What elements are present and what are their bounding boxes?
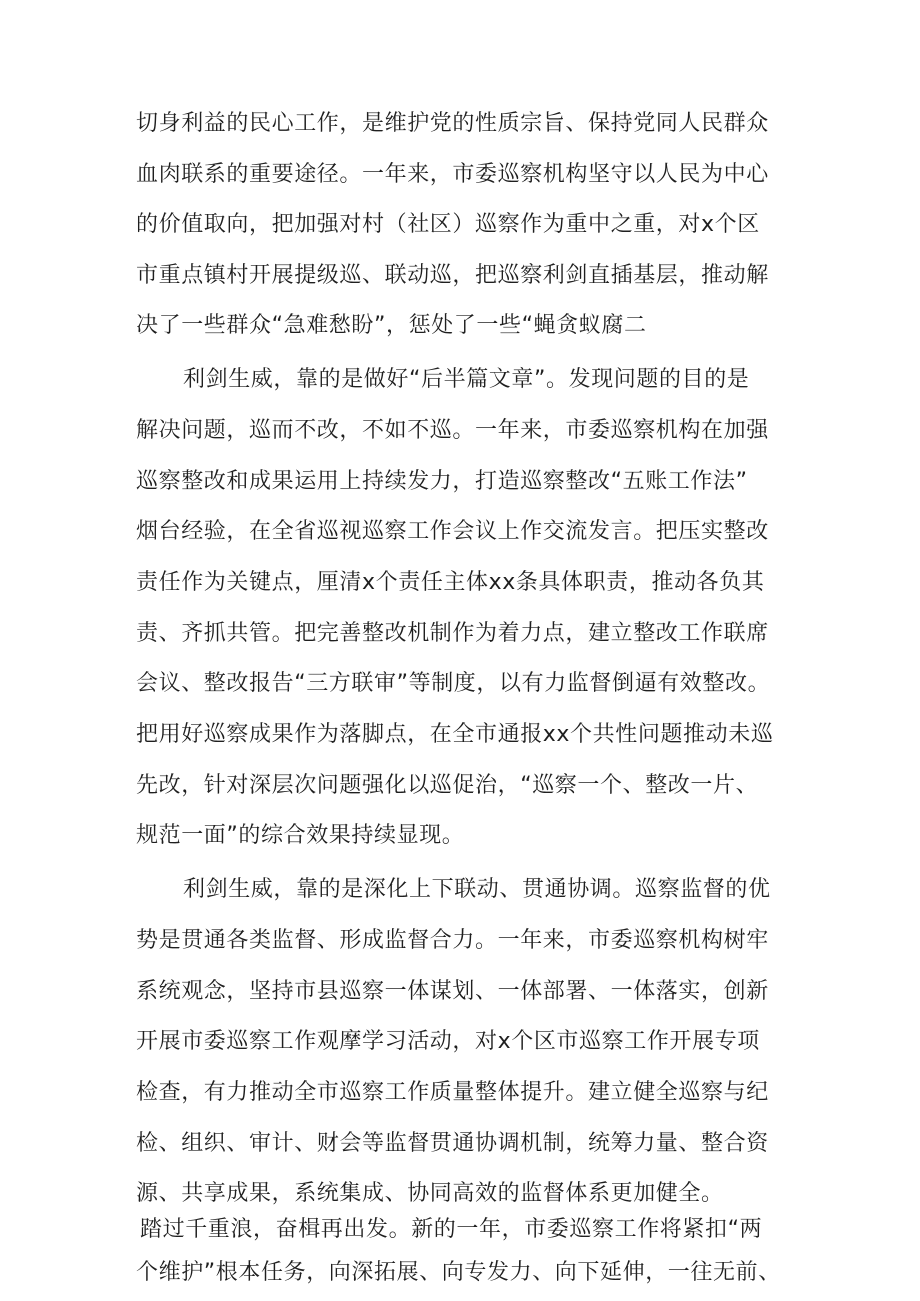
text-line: 的价值取向，把加强对村（社区）巡察作为重中之重，对x个区 (136, 212, 760, 237)
text-line: 血肉联系的重要途径。一年来，市委巡察机构坚守以人民为中心 (136, 162, 769, 187)
text-line: 巡察整改和成果运用上持续发力，打造巡察整改“五账工作法” (136, 469, 748, 494)
text-line: 开展市委巡察工作观摩学习活动，对x个区市巡察工作开展专项 (136, 1029, 760, 1054)
paragraph-start-line: 利剑生威，靠的是深化上下联动、贯通协调。巡察监督的优 (183, 877, 771, 902)
text-line: 烟台经验，在全省巡视巡察工作会议上作交流发言。把压实整改 (136, 519, 769, 544)
text-line: 会议、整改报告“三方联审”等制度，以有力监督倒逼有效整改。 (136, 671, 771, 696)
text-line: 先改，针对深层次问题强化以巡促治，“巡察一个、整改一片、 (136, 773, 759, 798)
text-line: 责、齐抓共管。把完善整改机制作为着力点，建立整改工作联席 (136, 621, 769, 646)
paragraph-start-line: 利剑生威，靠的是做好“后半篇文章”。发现问题的目的是 (183, 367, 750, 392)
text-line: 把用好巡察成果作为落脚点，在全市通报xx个共性问题推动未巡 (136, 722, 774, 747)
paragraph-start-line: 踏过千重浪，奋楫再出发。新的一年，市委巡察工作将紧扣“两 (140, 1217, 763, 1242)
text-line: 源、共享成果，系统集成、协同高效的监督体系更加健全。 (136, 1181, 724, 1206)
text-line: 规范一面”的综合效果持续显现。 (136, 823, 465, 848)
text-line: 决了一些群众“急难愁盼”，惩处了一些“蝇贪蚁腐二 (136, 313, 647, 338)
text-line: 个维护”根本任务，向深拓展、向专发力、向下延伸，一往无前、 (136, 1260, 781, 1285)
text-line: 解决问题，巡而不改，不如不巡。一年来，市委巡察机构在加强 (136, 418, 769, 443)
text-line: 责任作为关键点，厘清x个责任主体xx条具体职责，推动各负其 (136, 570, 765, 595)
text-line: 检、组织、审计、财会等监督贯通协调机制，统筹力量、整合资 (136, 1131, 769, 1156)
text-line: 检查，有力推动全市巡察工作质量整体提升。建立健全巡察与纪 (136, 1080, 769, 1105)
text-line: 势是贯通各类监督、形成监督合力。一年来，市委巡察机构树牢 (136, 928, 769, 953)
text-line: 系统观念，坚持市县巡察一体谋划、一体部署、一体落实，创新 (136, 979, 769, 1004)
text-line: 市重点镇村开展提级巡、联动巡，把巡察利剑直插基层，推动解 (136, 263, 769, 288)
text-line: 切身利益的民心工作，是维护党的性质宗旨、保持党同人民群众 (136, 111, 769, 136)
